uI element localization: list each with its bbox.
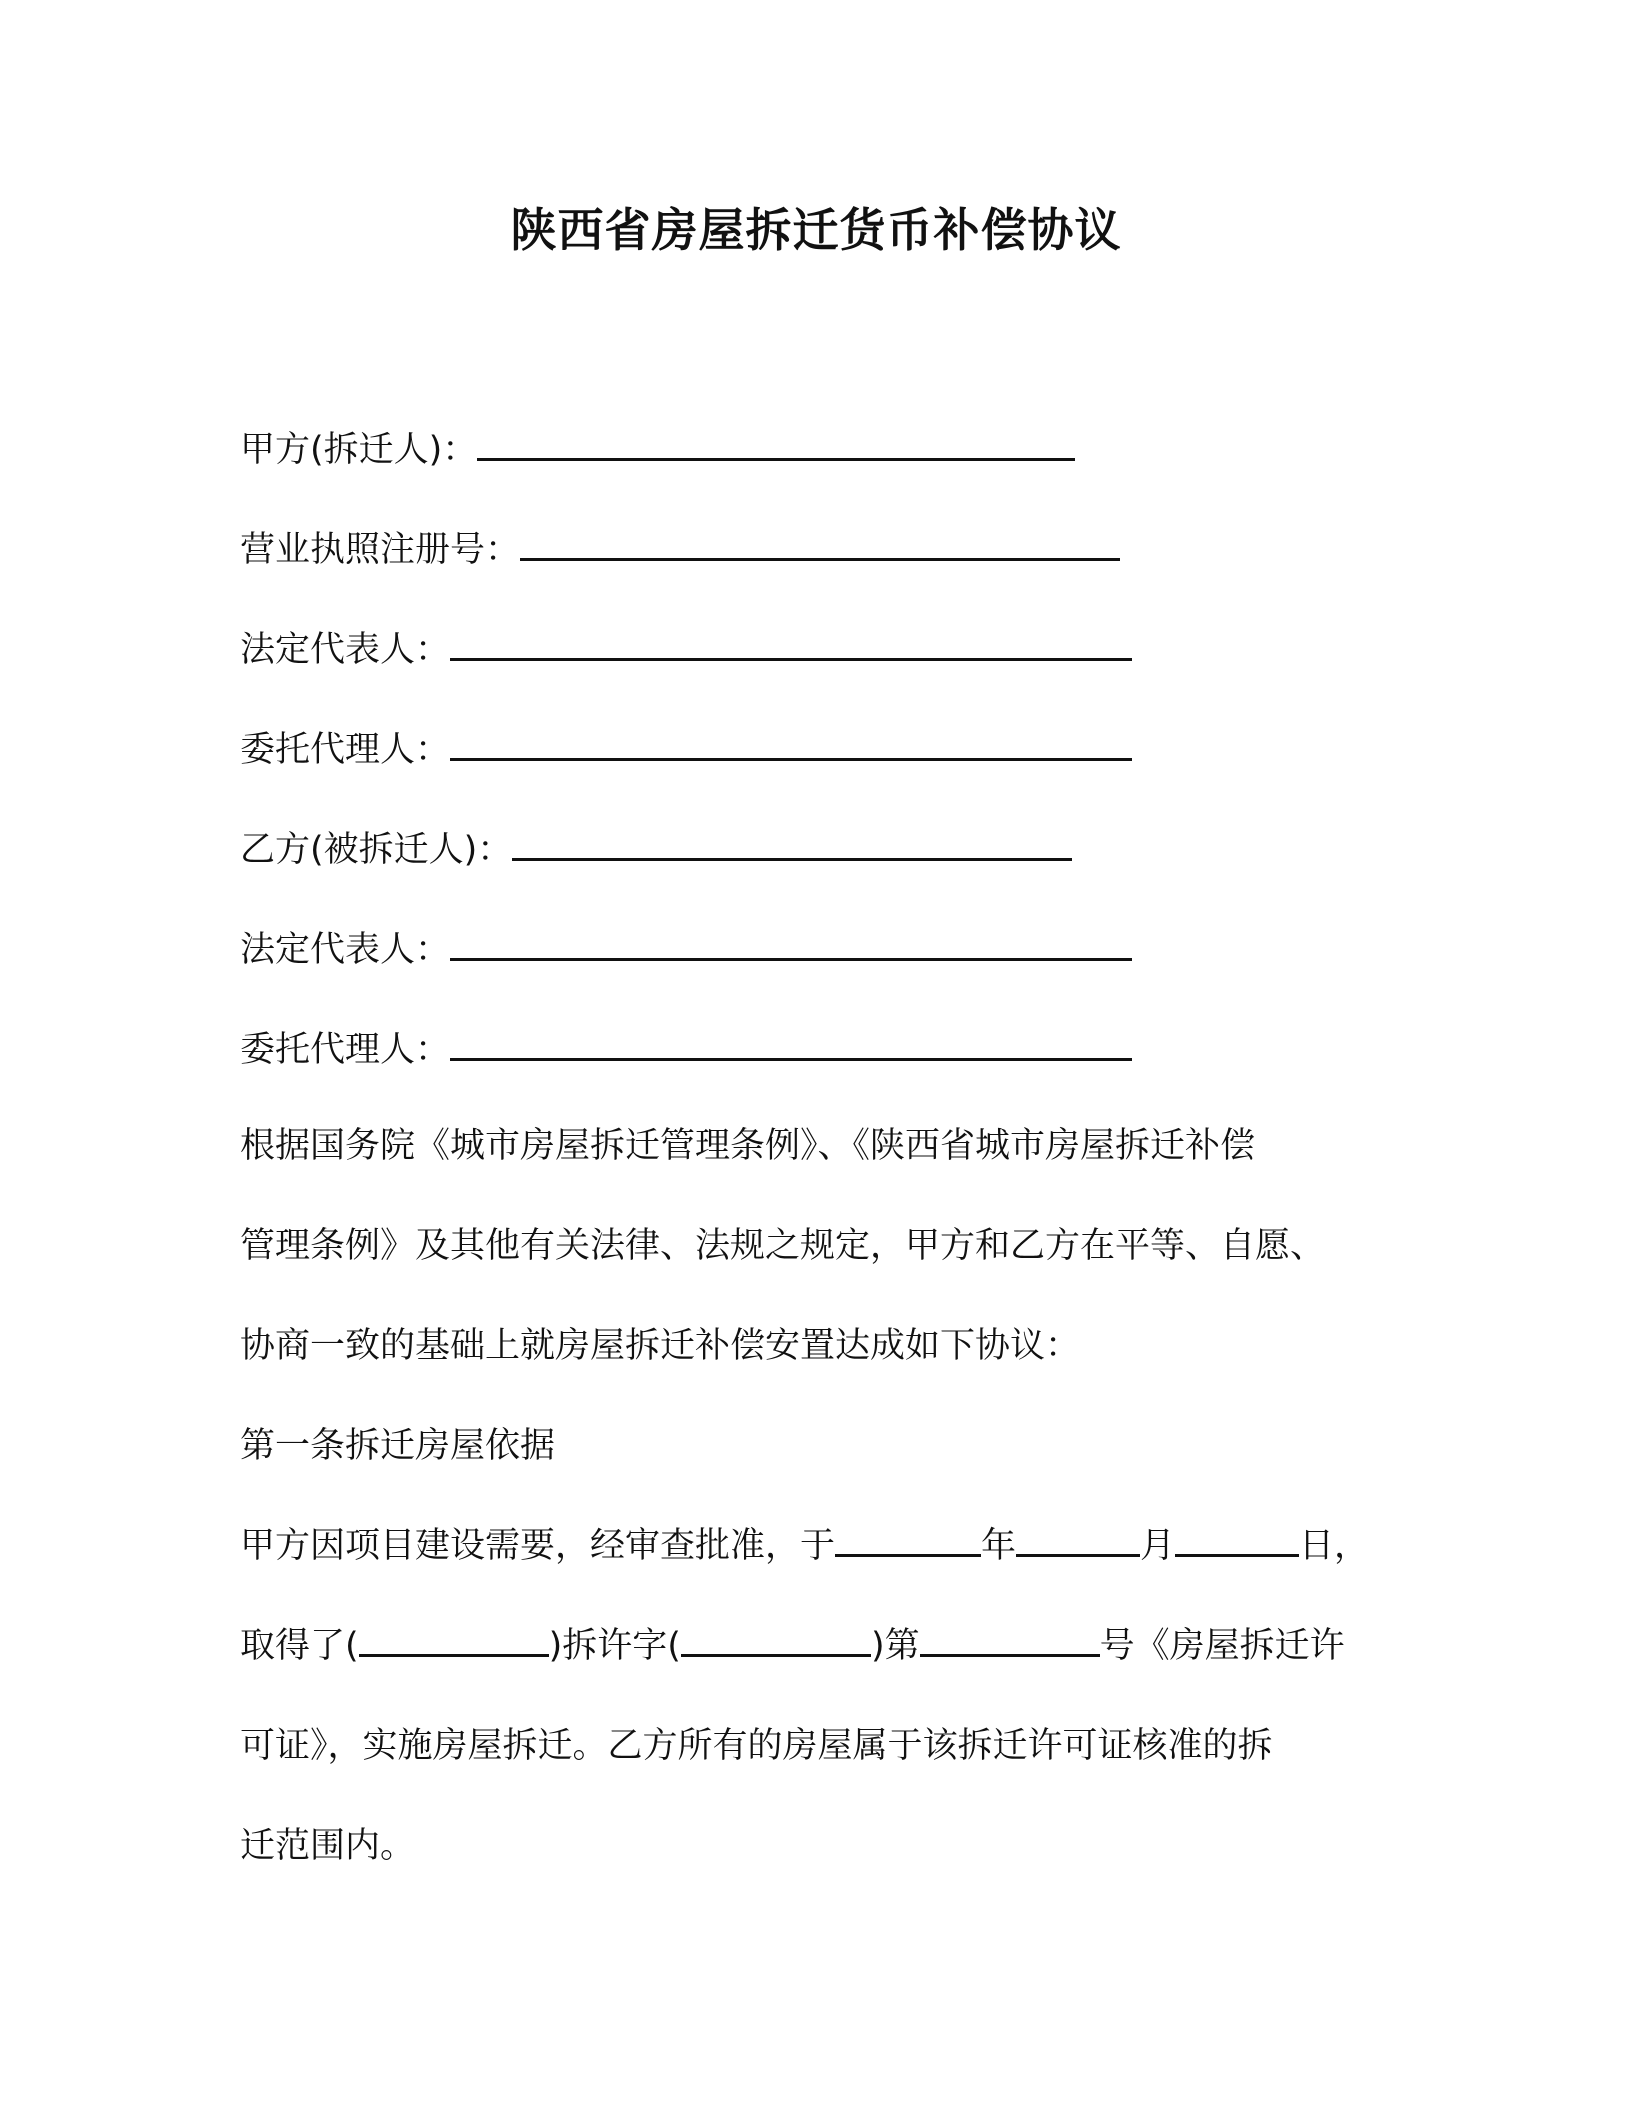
field-label: 委托代理人： xyxy=(240,1030,451,1070)
preamble-line: 根据国务院《城市房屋拆迁管理条例》、《陕西省城市房屋拆迁补偿 xyxy=(240,1126,1256,1166)
permit-code-blank[interactable] xyxy=(681,1624,871,1657)
preamble-line: 协商一致的基础上就房屋拆迁补偿安置达成如下协议： xyxy=(240,1326,1081,1366)
article-text: 日， xyxy=(1299,1526,1370,1566)
permit-number-blank[interactable] xyxy=(920,1624,1100,1657)
field-party-a xyxy=(240,428,1075,472)
field-label: 乙方(被拆迁人)： xyxy=(240,830,513,870)
article-text: 甲方因项目建设需要，经审查批准，于 xyxy=(240,1526,836,1566)
fill-blank[interactable] xyxy=(512,828,1072,861)
field-license-number xyxy=(240,528,1120,572)
article-line: 迁范围内。 xyxy=(240,1826,416,1866)
field-legal-rep-a xyxy=(240,628,1132,672)
field-label: 法定代表人： xyxy=(240,930,451,970)
article-text: 月 xyxy=(1140,1526,1176,1566)
article-line xyxy=(240,1524,1369,1568)
fill-blank[interactable] xyxy=(450,728,1132,761)
field-party-b xyxy=(240,828,1072,872)
permit-prefix-blank[interactable] xyxy=(359,1624,549,1657)
article-line xyxy=(240,1624,1345,1668)
article-text: 年 xyxy=(981,1526,1017,1566)
year-blank[interactable] xyxy=(835,1524,981,1557)
article-text: 号《房屋拆迁许 xyxy=(1099,1626,1345,1666)
field-label: 法定代表人： xyxy=(240,630,451,670)
article-heading: 第一条拆迁房屋依据 xyxy=(240,1426,556,1466)
field-label: 营业执照注册号： xyxy=(240,530,521,570)
field-agent-a xyxy=(240,728,1132,772)
fill-blank[interactable] xyxy=(450,628,1132,661)
document-title: 陕西省房屋拆迁货币补偿协议 xyxy=(510,203,1122,257)
fill-blank[interactable] xyxy=(520,528,1120,561)
article-text: )拆许字( xyxy=(548,1626,681,1666)
article-text: )第 xyxy=(870,1626,920,1666)
field-label: 甲方(拆迁人)： xyxy=(240,430,478,470)
preamble-line: 管理条例》及其他有关法律、法规之规定，甲方和乙方在平等、自愿、 xyxy=(240,1226,1326,1266)
fill-blank[interactable] xyxy=(450,928,1132,961)
day-blank[interactable] xyxy=(1175,1524,1299,1557)
article-line: 可证》，实施房屋拆迁。乙方所有的房屋属于该拆迁许可证核准的拆 xyxy=(240,1726,1273,1766)
month-blank[interactable] xyxy=(1016,1524,1140,1557)
field-agent-b xyxy=(240,1028,1132,1072)
fill-blank[interactable] xyxy=(450,1028,1132,1061)
fill-blank[interactable] xyxy=(477,428,1075,461)
field-label: 委托代理人： xyxy=(240,730,451,770)
article-text: 取得了( xyxy=(240,1626,359,1666)
field-legal-rep-b xyxy=(240,928,1132,972)
